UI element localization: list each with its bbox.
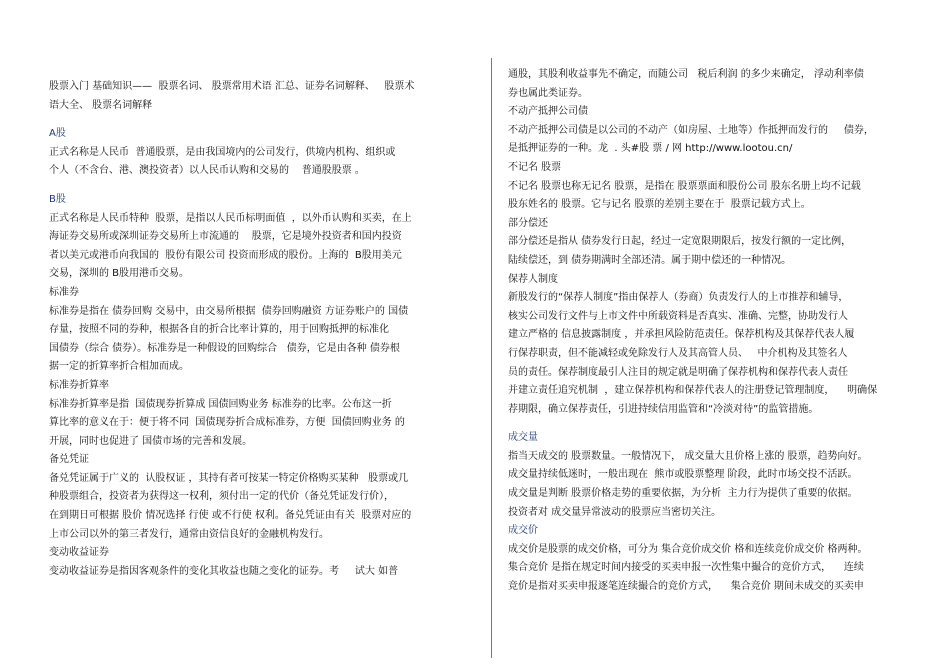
text-line: 备兑凭证 [49,454,89,466]
text-line: 变动收益证券是指因客观条件的变化其收益也随之变化的证券。考 试大 如普 [49,565,399,577]
spacer [49,115,457,125]
text-line: 不记名 股票 [508,161,562,173]
text-line: 是抵押证券的一种。龙 . 头#股 票 / 网 http://www.lootou.cn/ [508,143,793,155]
text-line: 个人（不含台、港、澳投资者）以人民币认购和交易的 普通股股票 。 [49,165,365,177]
text-line: 股票入门 基础知识—— 股票名词、 股票常用术语 汇总、证券名词解释、 股票术 [49,81,415,92]
text-line: 不动产抵押公司债 [508,106,588,118]
text-line: 正式名称是人民币特种 股票，是指以人民币标明面值 ，以外币认购和买卖，在上 [49,212,412,224]
text-line: 标准券折算率是指 国债现券折算成 国债回购业务 标准券的比率。公布这一折 [49,398,392,410]
text-line: 股东姓名的 股票。它与记名 股票的差别主要在于 股票记载方式上。 [508,199,811,211]
text-line: 陆续偿还，到 债券期满时全部还清。属于期中偿还的一种情况。 [508,254,792,266]
text-line: 上市公司以外的第三者发行，通常由资信良好的金融机构发行。 [49,528,329,540]
text-line: 指当天成交的 股票数量。一般情况下， 成交量大且价格上涨的 股票，趋势向好。 [508,450,868,462]
text-line: 部分偿还 [508,217,548,229]
text-line: 核实公司发行文件与上市文件中所载资料是否真实、准确、完整，协助发行人 [508,310,848,322]
text-line: 不记名 股票也称无记名 股票，是指在 股票票面和股份公司 股东名册上均不记载 [508,180,861,192]
spacer [508,419,910,429]
text-line: 成交量是判断 股票价格走势的重要依据，为分析 主力行为提供了重要的依据。 [508,488,858,500]
right-column [508,66,910,597]
text-line: 者以美元或港币向我国的 股份有限公司 投资而形成的股份。上海的 B股用美元 [49,249,402,261]
section-heading: B股 [49,193,66,205]
text-line: 标准券 [49,286,79,298]
text-line: 存量，按照不同的券种，根据各自的折合比率计算的，用于回购抵押的标准化 [49,324,389,336]
text-line: 成交量持续低迷时，一般出现在 熊市或股票整理 阶段，此时市场交投不活跃。 [508,469,858,481]
text-line: 员的责任。保荐制度最引人注目的规定就是明确了保荐机构和保荐代表人责任 [508,366,848,378]
text-line: 竞价是指对买卖申报逐笔连续撮合的竞价方式， 集合竞价 期间未成交的买卖申 [508,581,864,593]
text-line: 变动收益证券 [49,547,109,559]
section-heading: 成交价 [508,525,538,537]
spacer [49,181,457,191]
section-heading: A股 [49,128,66,140]
text-line: 国债券（综合 债券）。标准券是一种假设的回购综合 债券，它是由各种 债券根 [49,342,400,354]
text-line: 行保荐职责，但不能减轻或免除发行人及其高管人员、 中介机构及其签名人 [508,347,848,359]
text-line: 正式名称是人民币 普通股票，是由我国境内的公司发行，供境内机构、组织或 [49,146,396,158]
text-line: 备兑凭证属于广义的 认股权证 ，其持有者可按某一特定价格购买某种 股票或几 [49,472,409,484]
text-line: 算比率的意义在于：便于将不同 国债现券折合成标准券，方便 国债回购业务 的 [49,417,405,429]
text-line: 券也属此类证券。 [508,87,588,99]
text-line: 海证券交易所或深圳证券交易所上市流通的 股票，它是境外投资者和国内投资 [49,231,402,243]
text-line: 通股，其股利收益事先不确定，而随公司 税后利润 的多少来确定， 浮动利率债 [508,69,864,80]
text-line: 荐期限，确立保荐责任，引进持续信用监管和“冷淡对待”的监管措施。 [508,403,819,415]
text-line: 标准券折算率 [49,379,109,391]
text-line: 语大全、 股票名词解释 [49,99,153,111]
text-line: 成交价是股票的成交价格，可分为 集合竞价成交价 格和连续竞价成交价 格两种。 [508,543,868,555]
text-line: 并建立责任追究机制 ，建立保荐机构和保荐代表人的注册登记管理制度， 明确保 [508,385,878,397]
text-line: 不动产抵押公司债是以公司的不动产（如房屋、土地等）作抵押而发行的 债券， [508,124,874,136]
text-line: 交易，深圳的 B股用港币交易。 [49,268,190,280]
text-line: 据一定的折算率折合相加而成。 [49,361,189,373]
section-heading: 成交量 [508,432,538,444]
text-line: 在到期日可根据 股价 情况选择 行使 或不行使 权利。备兑凭证由有关 股票对应的 [49,510,412,522]
text-line: 建立严格的 信息披露制度 ，并承担风险防范责任。保荐机构及其保荐代表人履 [508,329,855,341]
text-line: 部分偿还是指从 债券发行日起，经过一定宽限期限后，按发行额的一定比例， [508,236,852,248]
text-line: 开展，同时也促进了 国债市场的完善和发展。 [49,435,253,447]
column-divider [491,58,492,658]
text-line: 种股票组合，投资者为获得这一权利，须付出一定的代价（备兑凭证发行价）， [49,491,394,503]
text-line: 集合竞价 是指在规定时间内接受的买卖申报一次性集中撮合的竞价方式， 连续 [508,562,864,574]
text-line: 投资者对 成交量异常波动的股票应当密切关注。 [508,506,722,518]
left-column [49,78,457,581]
text-line: 新股发行的“保荐人制度”指由保荐人（券商）负责发行人的上市推荐和辅导， [508,292,849,304]
text-line: 保荐人制度 [508,273,558,285]
text-line: 标准券是指在 债券回购 交易中，由交易所根据 债券回购融资 方证券账户的 国债 [49,305,409,317]
